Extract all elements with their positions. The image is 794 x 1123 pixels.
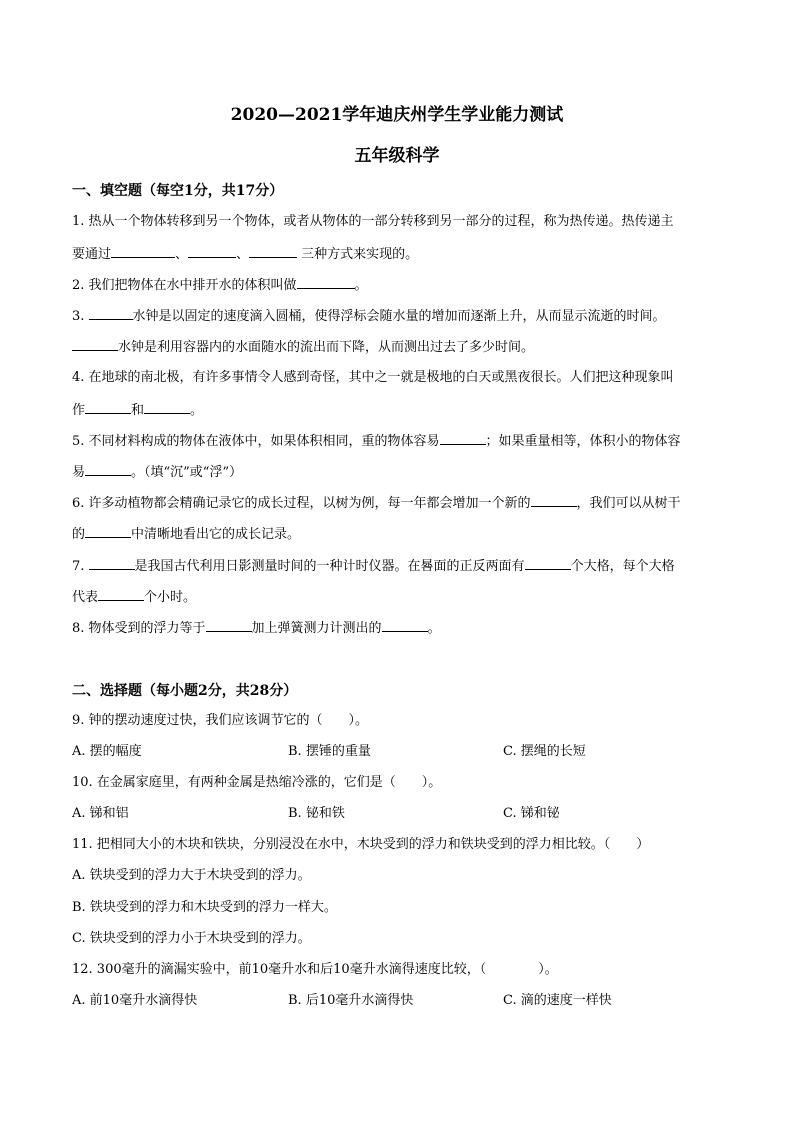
q5-line1 [72,430,732,452]
q7-text: 代表 [72,590,99,605]
q6-blank-2[interactable] [85,523,131,538]
q4-line2 [72,399,732,421]
q10-option-a[interactable]: A. 锑和铝 [72,806,129,821]
q4-text: 4. 在地球的南北极，有许多事情令人感到奇怪，其中之一就是极地的白天或黑夜很长。人们把这种现象叫 [72,370,674,385]
q4-text: 。 [190,403,204,418]
q3-line1 [72,305,732,327]
q6-text: ，我们可以从树干 [576,496,681,511]
q7-text: 7. [72,559,89,574]
q1-line1 [72,212,732,232]
q6-blank-1[interactable] [531,492,577,507]
q3-text: 3. [72,309,89,324]
q7-line1 [72,555,732,577]
q2-blank-1[interactable] [297,274,355,289]
q7-text: 个小时。 [144,590,197,605]
q1-blank-3[interactable] [249,243,297,258]
q8-text: 8. 物体受到的浮力等于 [72,621,206,636]
q5-blank-1[interactable] [440,430,486,445]
q1-text: 要通过 [72,247,112,262]
q12-option-c[interactable]: C. 滴的速度一样快 [503,993,612,1008]
q1-text: 1. 热从一个物体转移到另一个物体，或者从物体的一部分转移到另一部分的过程，称为热传递。热传递主 [72,214,674,229]
q11-option-c[interactable]: C. 铁块受到的浮力小于木块受到的浮力。 [72,931,311,946]
q5-text: 5. 不同材料构成的物体在液体中，如果体积相同，重的物体容易 [72,434,440,449]
q12-option-a[interactable]: A. 前10毫升水滴得快 [72,993,198,1008]
q2-line1 [72,274,732,296]
q8-line1 [72,617,732,639]
q3-blank-1[interactable] [89,305,133,320]
section-fill-in-heading: 一、填空题（每空1分，共17分） [72,183,284,199]
q6-text: 的 [72,527,86,542]
q7-text: 是我国古代利用日影测量时间的一种计时仪器。在晷面的正反两面有 [134,559,525,574]
exam-title: 2020—2021学年迪庆州学生学业能力测试 [230,105,564,125]
section-choice-heading: 二、选择题（每小题2分，共28分） [72,683,298,699]
q6-text: 中清晰地看出它的成长记录。 [131,527,301,542]
q5-text: 。（填“沉”或“浮”） [131,465,243,480]
q6-line2 [72,523,732,545]
q5-text: 易 [72,465,86,480]
q9-option-a[interactable]: A. 摆的幅度 [72,744,142,759]
q1-blank-2[interactable] [188,243,236,258]
q10-option-b[interactable]: B. 铋和铁 [288,806,345,821]
q2-text: 2. 我们把物体在水中排开水的体积叫做 [72,278,297,293]
q4-text: 和 [131,403,145,418]
q8-text: 。 [427,621,441,636]
q10-option-c[interactable]: C. 锑和铋 [503,806,560,821]
q7-line2 [72,586,732,608]
q5-line2 [72,461,732,483]
q4-blank-1[interactable] [85,399,131,414]
q1-text: 、 [175,247,189,262]
q8-blank-1[interactable] [206,617,252,632]
q10-stem: 10. 在金属家庭里，有两种金属是热缩冷涨的，它们是（ ）。 [72,775,442,790]
q1-blank-1[interactable] [111,243,175,258]
q4-blank-2[interactable] [144,399,190,414]
q1-line2 [72,243,732,265]
q4-text: 作 [72,403,86,418]
q11-stem: 11. 把相同大小的木块和铁块，分别浸没在水中，木块受到的浮力和铁块受到的浮力相比较。（ ） [72,837,650,852]
q4-line1 [72,368,732,388]
q12-stem: 12. 300毫升的滴漏实验中，前10毫升水和后10毫升水滴得速度比较，（ ）。 [72,962,558,977]
q8-text: 加上弹簧测力计测出的 [251,621,382,636]
q5-blank-2[interactable] [85,461,131,476]
q7-blank-2[interactable] [525,555,571,570]
q11-option-b[interactable]: B. 铁块受到的浮力和木块受到的浮力一样大。 [72,900,337,915]
q7-text: 个大格，每个大格 [570,559,675,574]
q7-blank-3[interactable] [98,586,144,601]
q11-option-a[interactable]: A. 铁块受到的浮力大于木块受到的浮力。 [72,868,311,883]
q9-stem: 9. 钟的摆动速度过快，我们应该调节它的（ ）。 [72,713,369,728]
q6-text: 6. 许多动植物都会精确记录它的成长过程，以树为例，每一年都会增加一个新的 [72,496,531,511]
q1-text: 三种方式来实现的。 [297,247,419,262]
q8-blank-2[interactable] [382,617,428,632]
q5-text: ；如果重量相等，体积小的物体容 [485,434,681,449]
exam-subtitle: 五年级科学 [354,146,440,166]
q1-text: 、 [236,247,250,262]
q9-option-b[interactable]: B. 摆锤的重量 [288,744,371,759]
q3-text: 水钟是利用容器内的水面随水的流出而下降，从而测出过去了多少时间。 [118,340,535,355]
q3-blank-2[interactable] [72,336,118,351]
q9-option-c[interactable]: C. 摆绳的长短 [503,744,586,759]
q3-text: 水钟是以固定的速度滴入圆桶，使得浮标会随水量的增加而逐渐上升，从而显示流逝的时间。 [132,309,666,324]
q6-line1 [72,492,732,514]
q3-line2 [72,336,732,358]
q2-text: 。 [354,278,368,293]
q7-blank-1[interactable] [89,555,135,570]
q12-option-b[interactable]: B. 后10毫升水滴得快 [288,993,414,1008]
